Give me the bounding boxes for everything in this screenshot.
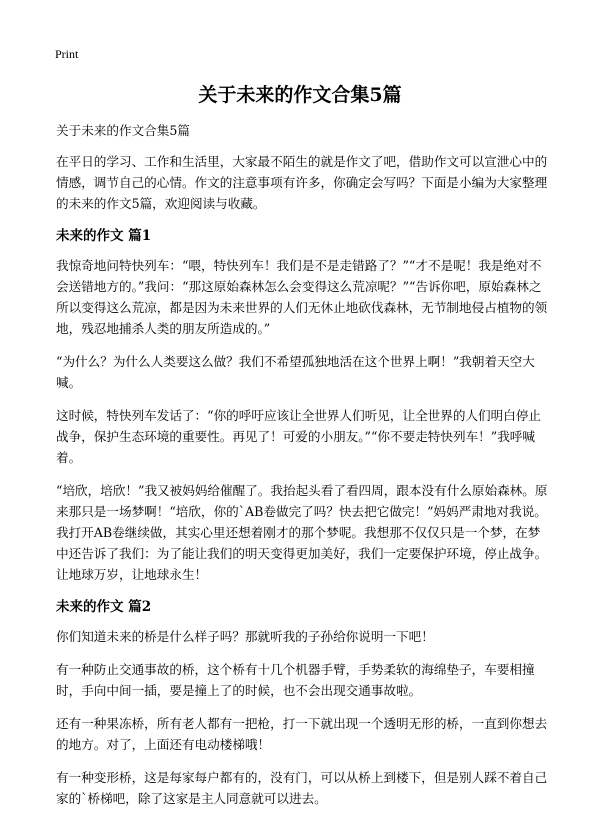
intro-paragraph: 在平日的学习、工作和生活里，大家最不陌生的就是作文了吧，借助作文可以宣泄心中的情感，调节自己的心情。作文的注意事项有许多，你确定会写吗？下面是小编为大家整理的未来的作文5篇，欢迎阅读与收藏。 (56, 154, 548, 211)
print-link[interactable]: Print (55, 47, 79, 61)
paragraph: 这时候，特快列车发话了：“你的呼吁应该让全世界人们听见，让全世界的人们明白停止战争，保护生态环境的重要性。再见了！可爱的小朋友。”“你不要走特快列车！”我呼喊着。 (56, 408, 542, 465)
paragraph: 有一种防止交通事故的桥，这个桥有十几个机器手臂，手势柔软的海绵垫子，车要相撞时，手向中间一插，要是撞上了的时候，也不会出现交通事故啦。 (56, 662, 535, 698)
paragraph: 你们知道未来的桥是什么样子吗？那就听我的子孙给你说明一下吧！ (56, 629, 434, 644)
paragraph: 有一种变形桥，这是每家每户都有的，没有门，可以从桥上到楼下，但是别人踩不着自己家的`桥梯吧，除了这家是主人同意就可以进去。 (56, 770, 548, 806)
paragraph: 还有一种果冻桥，所有老人都有一把枪，打一下就出现一个透明无形的桥，一直到你想去的地方。对了，上面还有电动楼梯哦！ (56, 716, 548, 752)
article-subtitle: 关于未来的作文合集5篇 (56, 123, 190, 138)
section-heading: 未来的作文 篇1 (56, 228, 152, 244)
paragraph: 我惊奇地问特快列车：“喂，特快列车！我们是不是走错路了？”“才不是呢！我是绝对不会送错地方的。”我问：“那这原始森林怎么会变得这么荒凉呢？”“告诉你吧，原始森林之所以变得这么荒凉，都是因为未来世界的人们无休止地砍伐森林，无节制地侵占植物的领地，残忍地捕杀人类的朋友所造成的。” (56, 258, 548, 336)
page-title: 关于未来的作文合集5篇 (198, 84, 402, 106)
paragraph: “培欣，培欣！”我又被妈妈给催醒了。我抬起头看了看四周，跟本没有什么原始森林。原来那只是一场梦啊！“培欣，你的`AB卷做完了吗？快去把它做完！”妈妈严肃地对我说。我打开AB卷继续做，其实心里还想着刚才的那个梦呢。我想那不仅仅只是一个梦，在梦中还告诉了我们：为了能让我们的明天变得更加美好，我们一定要保护环境，停止战争。让地球万岁，让地球永生！ (56, 483, 548, 582)
paragraph: “为什么？为什么人类要这么做？我们不希望孤独地活在这个世界上啊！”我朝着天空大喊。 (56, 354, 535, 390)
article-body (56, 120, 548, 821)
section-heading: 未来的作文 篇2 (56, 599, 152, 615)
